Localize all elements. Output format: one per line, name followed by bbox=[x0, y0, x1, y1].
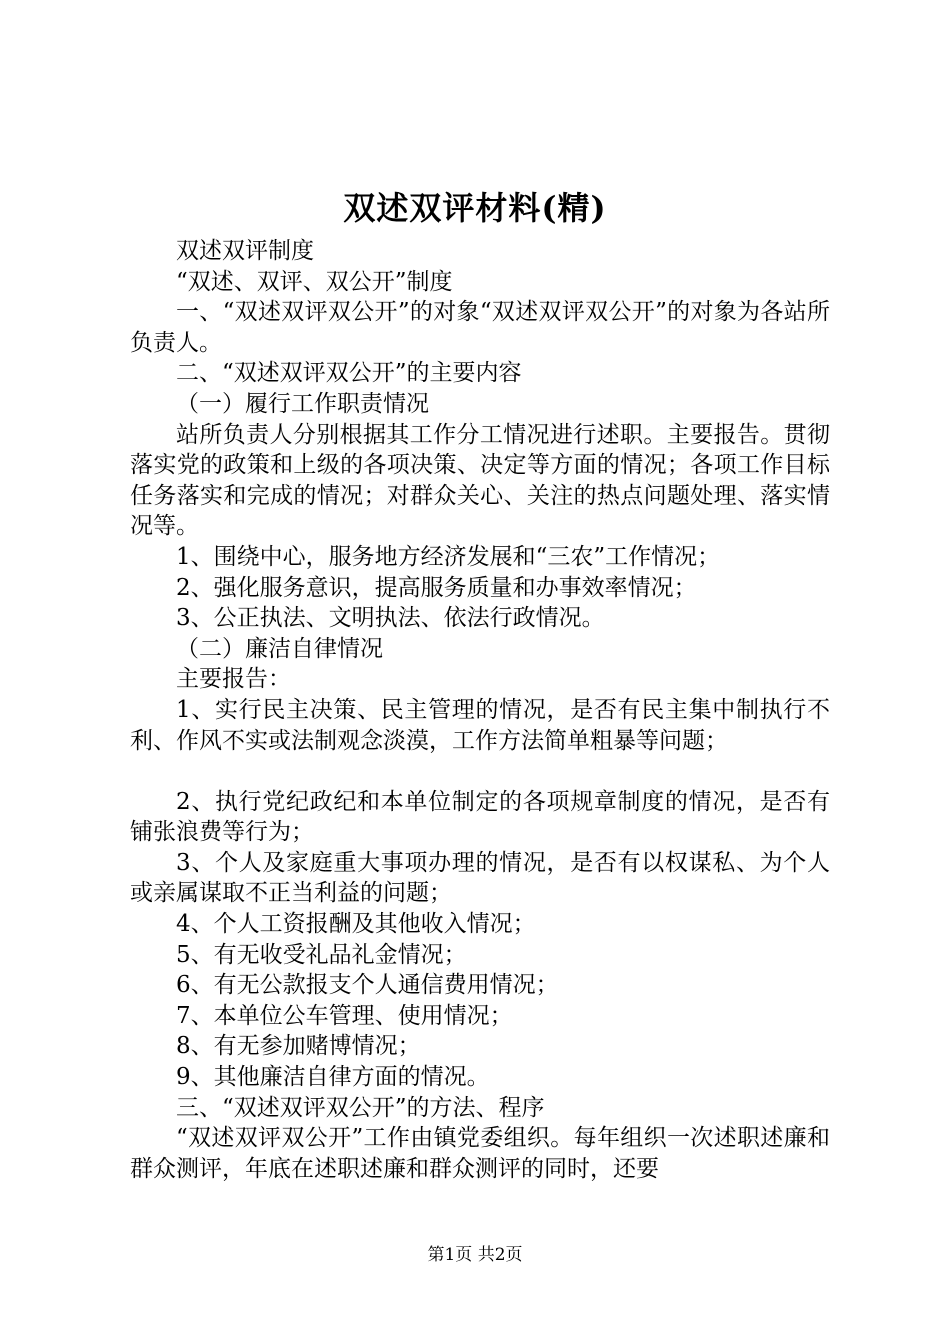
document-title: 双述双评材料(精) bbox=[343, 189, 607, 227]
paragraph-16: 5、有无收受礼品礼金情况； bbox=[176, 941, 467, 968]
paragraph-6: 站所负责人分别根据其工作分工情况进行述职。主要报告。贯彻落实党的政策和上级的各项决策、决定等方面的情况；各项工作目标任务落实和完成的情况；对群众关心、关注的热点问题处理、落实情况等。 bbox=[130, 421, 830, 540]
paragraph-1: 双述双评制度 bbox=[176, 238, 314, 264]
paragraph-13: 2、执行党纪政纪和本单位制定的各项规章制度的情况，是否有铺张浪费等行为； bbox=[130, 788, 830, 846]
blank-line bbox=[130, 756, 830, 787]
paragraph-15: 4、个人工资报酬及其他收入情况； bbox=[176, 911, 536, 938]
paragraph-10: （二）廉洁自律情况 bbox=[176, 635, 383, 662]
paragraph-14: 3、个人及家庭重大事项办理的情况，是否有以权谋私、为个人或亲属谋取不正当利益的问题； bbox=[130, 849, 830, 907]
paragraph-11: 主要报告： bbox=[176, 666, 291, 693]
paragraph-7: 1、围绕中心，服务地方经济发展和“三农”工作情况； bbox=[176, 543, 721, 570]
page-number-footer: 第1页 共2页 bbox=[427, 1245, 523, 1265]
paragraph-22: “双述双评双公开”工作由镇党委组织。每年组织一次述职述廉和群众测评，年底在述职述廉和群众测评的同时，还要 bbox=[130, 1125, 830, 1182]
document-body bbox=[130, 236, 830, 1184]
paragraph-21: 三、“双述双评双公开”的方法、程序 bbox=[176, 1094, 545, 1121]
paragraph-4: 二、“双述双评双公开”的主要内容 bbox=[176, 360, 522, 387]
paragraph-9: 3、公正执法、文明执法、依法行政情况。 bbox=[176, 605, 605, 632]
paragraph-12: 1、实行民主决策、民主管理的情况，是否有民主集中制执行不利、作风不实或法制观念淡漠，工作方法简单粗暴等问题； bbox=[130, 696, 830, 754]
paragraph-17: 6、有无公款报支个人通信费用情况； bbox=[176, 972, 559, 999]
paragraph-19: 8、有无参加赌博情况； bbox=[176, 1033, 421, 1060]
paragraph-20: 9、其他廉洁自律方面的情况。 bbox=[176, 1064, 490, 1091]
paragraph-2: “双述、双评、双公开”制度 bbox=[176, 268, 453, 295]
paragraph-18: 7、本单位公车管理、使用情况； bbox=[176, 1002, 513, 1029]
paragraph-8: 2、强化服务意识，提高服务质量和办事效率情况； bbox=[176, 574, 697, 601]
paragraph-3: 一、“双述双评双公开”的对象“双述双评双公开”的对象为各站所负责人。 bbox=[130, 299, 830, 356]
paragraph-5: （一）履行工作职责情况 bbox=[176, 390, 429, 417]
